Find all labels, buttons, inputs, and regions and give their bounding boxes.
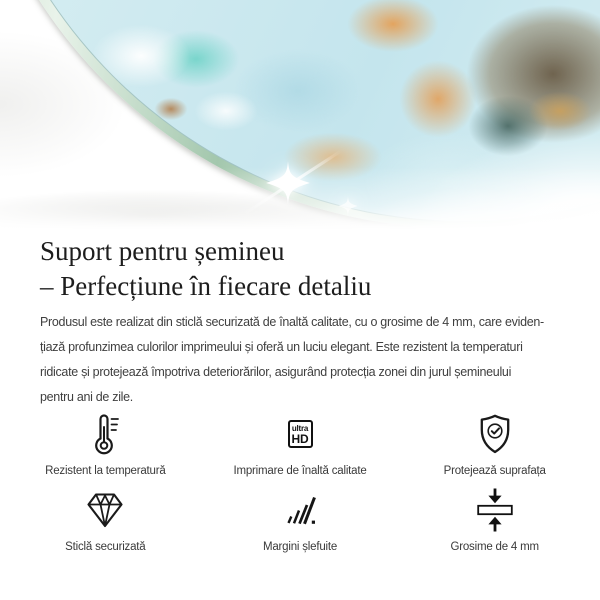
title-line-2: – Perfecțiune în fiecare detaliu (40, 271, 372, 301)
feature-label: Imprimare de înaltă calitate (233, 465, 367, 477)
feature-surface-protection (397, 412, 592, 478)
description-line: țiază profunzimea culorilor imprimeului și oferă un luciu elegant. Este rezistent la temperaturi (40, 340, 523, 354)
feature-grid (0, 412, 600, 554)
polished-edges-icon (283, 488, 317, 532)
feature-row-1 (8, 412, 592, 478)
feature-label: Sticlă securizată (65, 541, 146, 553)
uhd-badge-top: ultra (291, 423, 309, 433)
feature-label: Margini șlefuite (262, 541, 338, 553)
ultra-hd-icon (288, 412, 313, 456)
uhd-badge-bottom: HD (291, 431, 309, 446)
title-line-1: Suport pentru șemineu (40, 236, 285, 266)
description-line: pentru ani de zile. (40, 390, 133, 404)
feature-polished-edges (203, 488, 398, 554)
feature-label: Rezistent la temperatură (45, 465, 166, 477)
description-line: ridicate și protejează împotriva deteriorărilor, asigurând protecția zonei din jurul șemineului (40, 365, 512, 379)
white-fade-overlay (0, 0, 600, 232)
feature-print-quality (203, 412, 398, 478)
description-line: Produsul este realizat din sticlă securizată de înaltă calitate, cu o grosime de 4 mm, care eviden- (40, 315, 544, 329)
shield-check-icon (478, 412, 512, 456)
diamond-icon (82, 488, 128, 532)
feature-row-2 (8, 488, 592, 554)
product-photo (0, 0, 600, 232)
feature-temperature (8, 412, 203, 478)
feature-label: Protejează suprafața (443, 465, 546, 477)
product-description (40, 310, 600, 410)
feature-thickness (397, 488, 592, 554)
thickness-compress-icon (475, 488, 515, 532)
feature-tempered-glass (8, 488, 203, 554)
feature-label: Grosime de 4 mm (450, 541, 539, 553)
page-title (40, 234, 600, 304)
thermometer-icon (90, 412, 120, 456)
